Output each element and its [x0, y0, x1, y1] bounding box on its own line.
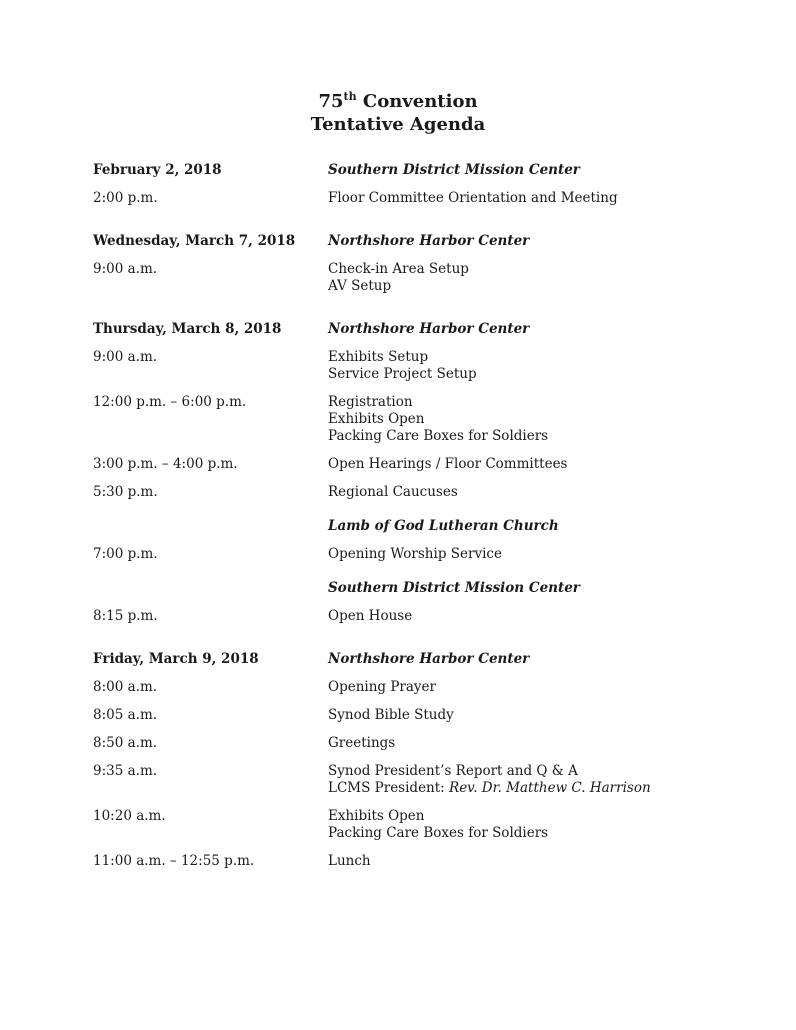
- detail-cell: [328, 608, 746, 625]
- event-item: [328, 428, 746, 445]
- agenda-row: [93, 580, 746, 597]
- detail-cell: [328, 763, 746, 797]
- agenda-row: [93, 456, 746, 473]
- event-text: Northshore Harbor Center: [328, 651, 530, 667]
- event-item: [328, 853, 746, 870]
- event-text: Lunch: [328, 853, 371, 869]
- agenda-row: [93, 349, 746, 383]
- time-label: 9:00 a.m.: [93, 349, 158, 365]
- event-item: [328, 608, 746, 625]
- document-title: [0, 0, 796, 136]
- event-item: [328, 278, 746, 295]
- detail-cell: [328, 580, 746, 597]
- detail-cell: [328, 707, 746, 724]
- event-item: [328, 484, 746, 501]
- agenda-row: [93, 394, 746, 445]
- event-text: Southern District Mission Center: [328, 580, 580, 596]
- detail-cell: [328, 162, 746, 179]
- agenda-row: [93, 608, 746, 625]
- time-label: 8:00 a.m.: [93, 679, 158, 695]
- venue-name: [328, 651, 746, 668]
- agenda-row: [93, 763, 746, 797]
- event-text: AV Setup: [328, 278, 392, 294]
- time-label: 3:00 p.m. – 4:00 p.m.: [93, 456, 238, 472]
- agenda-row: [93, 546, 746, 563]
- date-label: Friday, March 9, 2018: [93, 651, 259, 667]
- person-name: Rev. Dr. Matthew C. Harrison: [449, 780, 651, 796]
- detail-cell: [328, 484, 746, 501]
- detail-cell: [328, 808, 746, 842]
- date-label: Thursday, March 8, 2018: [93, 321, 282, 337]
- venue-name: [328, 580, 746, 597]
- event-text: Northshore Harbor Center: [328, 233, 530, 249]
- agenda: [93, 162, 746, 870]
- detail-cell: [328, 190, 746, 207]
- agenda-row: [93, 735, 746, 752]
- agenda-row: [93, 707, 746, 724]
- agenda-row: [93, 518, 746, 535]
- date-label: February 2, 2018: [93, 162, 222, 178]
- venue-name: [328, 233, 746, 250]
- venue-name: [328, 162, 746, 179]
- time-label: 11:00 a.m. – 12:55 p.m.: [93, 853, 255, 869]
- event-item: [328, 707, 746, 724]
- agenda-row: [93, 484, 746, 501]
- event-text: Service Project Setup: [328, 366, 477, 382]
- event-item: [328, 780, 746, 797]
- time-label: 2:00 p.m.: [93, 190, 158, 206]
- event-item: [328, 366, 746, 383]
- agenda-row: [93, 233, 746, 250]
- title-ordinal-superscript: th: [343, 90, 357, 103]
- time-label: 8:05 a.m.: [93, 707, 158, 723]
- time-label: 7:00 p.m.: [93, 546, 158, 562]
- event-text: Opening Prayer: [328, 679, 436, 695]
- event-item: [328, 763, 746, 780]
- agenda-row: [93, 853, 746, 870]
- date-label: Wednesday, March 7, 2018: [93, 233, 296, 249]
- event-text: Registration: [328, 394, 413, 410]
- agenda-row: [93, 162, 746, 179]
- event-text: Check-in Area Setup: [328, 261, 469, 277]
- event-text: Northshore Harbor Center: [328, 321, 530, 337]
- event-text: Open House: [328, 608, 413, 624]
- time-label: 9:35 a.m.: [93, 763, 158, 779]
- event-item: [328, 190, 746, 207]
- agenda-row: [93, 190, 746, 207]
- title-line-subtitle: Tentative Agenda: [310, 114, 486, 135]
- event-item: [328, 679, 746, 696]
- event-text: Exhibits Open: [328, 808, 425, 824]
- agenda-row: [93, 261, 746, 295]
- event-item: [328, 411, 746, 428]
- detail-cell: [328, 394, 746, 445]
- agenda-row: [93, 651, 746, 668]
- detail-cell: [328, 651, 746, 668]
- event-text: Exhibits Setup: [328, 349, 429, 365]
- time-label: 8:15 p.m.: [93, 608, 158, 624]
- event-text: Floor Committee Orientation and Meeting: [328, 190, 618, 206]
- detail-cell: [328, 321, 746, 338]
- time-label: 12:00 p.m. – 6:00 p.m.: [93, 394, 247, 410]
- event-text: Synod Bible Study: [328, 707, 454, 723]
- agenda-row: [93, 679, 746, 696]
- event-item: [328, 808, 746, 825]
- time-label: 9:00 a.m.: [93, 261, 158, 277]
- time-label: 5:30 p.m.: [93, 484, 158, 500]
- detail-cell: [328, 233, 746, 250]
- event-text: Packing Care Boxes for Soldiers: [328, 825, 549, 841]
- event-text: Opening Worship Service: [328, 546, 502, 562]
- detail-cell: [328, 261, 746, 295]
- agenda-row: [93, 321, 746, 338]
- detail-cell: [328, 679, 746, 696]
- time-label: 8:50 a.m.: [93, 735, 158, 751]
- detail-cell: [328, 349, 746, 383]
- venue-name: [328, 518, 746, 535]
- event-text: Open Hearings / Floor Committees: [328, 456, 568, 472]
- event-text: LCMS President:: [328, 780, 450, 796]
- venue-name: [328, 321, 746, 338]
- event-item: [328, 825, 746, 842]
- title-text: Convention: [356, 91, 478, 112]
- agenda-row: [93, 808, 746, 842]
- event-item: [328, 546, 746, 563]
- event-text: Regional Caucuses: [328, 484, 458, 500]
- event-item: [328, 261, 746, 278]
- title-line-convention: [0, 90, 796, 113]
- event-text: Lamb of God Lutheran Church: [328, 518, 559, 534]
- detail-cell: [328, 735, 746, 752]
- event-text: Greetings: [328, 735, 396, 751]
- detail-cell: [328, 853, 746, 870]
- event-text: Exhibits Open: [328, 411, 425, 427]
- event-text: Synod President’s Report and Q & A: [328, 763, 578, 779]
- event-text: Southern District Mission Center: [328, 162, 580, 178]
- event-text: Packing Care Boxes for Soldiers: [328, 428, 549, 444]
- time-label: 10:20 a.m.: [93, 808, 166, 824]
- event-item: [328, 394, 746, 411]
- event-item: [328, 349, 746, 366]
- event-item: [328, 456, 746, 473]
- detail-cell: [328, 456, 746, 473]
- title-number: 75: [318, 91, 344, 112]
- event-item: [328, 735, 746, 752]
- detail-cell: [328, 546, 746, 563]
- detail-cell: [328, 518, 746, 535]
